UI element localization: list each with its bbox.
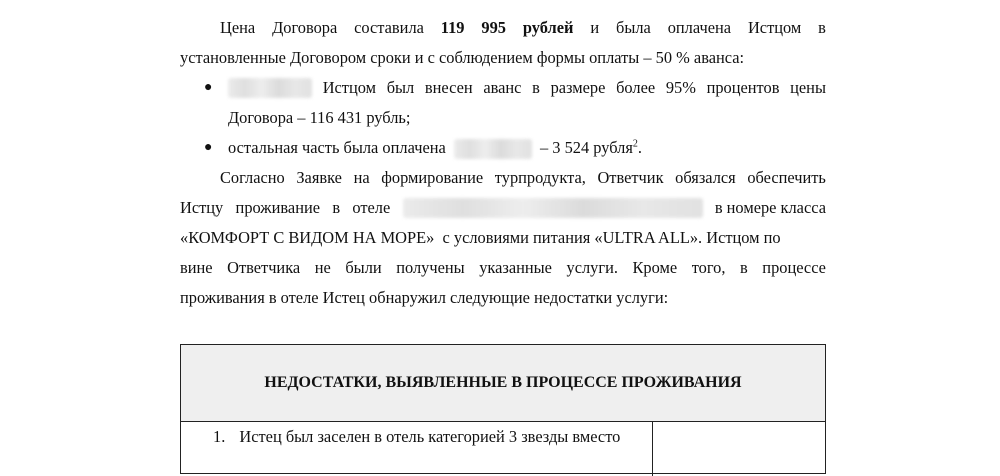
text-word: Согласно xyxy=(220,168,285,187)
bullet-item-1-line-1 xyxy=(228,73,826,103)
text-segment: остальная часть была оплачена xyxy=(228,138,446,157)
text-word: в xyxy=(332,198,341,217)
text-word: в xyxy=(740,258,748,277)
bullet-item-1 xyxy=(180,73,826,103)
text-word: более xyxy=(616,78,656,97)
text-word: Заявке xyxy=(296,168,342,187)
text-word: процессе xyxy=(762,258,826,277)
bullet-marker: ● xyxy=(204,80,213,95)
paragraph-1-line-2: установленные Договором сроки и с соблюдением формы оплаты – 50 % аванса: xyxy=(180,48,745,67)
bullet-item-2 xyxy=(180,133,826,163)
text-word: формирование xyxy=(381,168,484,187)
text-word: вине xyxy=(180,258,213,277)
paragraph-2-line-3: «КОМФОРТ С ВИДОМ НА МОРЕ» с условиями питания «ULTRA ALL». Истцом по xyxy=(180,228,781,247)
text-word: были xyxy=(345,258,382,277)
defects-table xyxy=(180,344,826,474)
text-word: размере xyxy=(550,78,606,97)
redacted-hotel-name xyxy=(403,198,703,218)
text-word: на xyxy=(353,168,370,187)
text-word: Ответчик xyxy=(597,168,664,187)
row-text: Истец был заселен в отель категорией 3 звезды вместо xyxy=(239,427,621,446)
table-cell-description xyxy=(181,422,653,476)
payment-amount: – 3 524 рубля xyxy=(539,138,633,157)
price-currency: рублей xyxy=(522,18,574,37)
price-amount: 995 xyxy=(481,18,506,37)
table-cell-empty xyxy=(653,422,825,476)
text-word: процентов xyxy=(706,78,780,97)
text-word: аванс xyxy=(483,78,522,97)
text-word: обеспечить xyxy=(747,168,826,187)
text-word: проживание xyxy=(235,198,321,217)
row-number: 1. xyxy=(213,427,226,446)
text-word: услуги. xyxy=(566,258,618,277)
paragraph-2-line-1 xyxy=(180,163,826,193)
text-word: внесен xyxy=(424,78,473,97)
text-word: турпродукта, xyxy=(494,168,586,187)
text-word: того, xyxy=(691,258,726,277)
text-word: указанные xyxy=(479,258,552,277)
text-word: Истцу xyxy=(180,198,224,217)
paragraph-1-line-1 xyxy=(180,13,826,43)
text-word: в xyxy=(532,78,540,97)
text-word: оплачена xyxy=(667,18,732,37)
footnote-marker: 2 xyxy=(632,138,638,150)
price-amount: 119 xyxy=(440,18,465,37)
text-word: составила xyxy=(354,18,424,37)
text-word: Истцом xyxy=(747,18,802,37)
text-segment: в номере класса xyxy=(714,198,826,217)
bullet-item-1-line-2: Договора – 116 431 рубль; xyxy=(228,108,411,127)
redacted-date xyxy=(228,78,312,98)
text-word: был xyxy=(386,78,415,97)
text-word: обязался xyxy=(675,168,736,187)
redacted-date xyxy=(454,139,532,159)
bullet-marker: ● xyxy=(204,140,213,155)
text-word: отеле xyxy=(352,198,391,217)
text-word: цены xyxy=(790,78,826,97)
bullet-item-2-text xyxy=(228,133,642,163)
paragraph-2-line-2 xyxy=(180,193,826,223)
text-word: Кроме xyxy=(632,258,678,277)
text-word: получены xyxy=(396,258,465,277)
table-header: НЕДОСТАТКИ, ВЫЯВЛЕННЫЕ В ПРОЦЕССЕ ПРОЖИВАНИЯ xyxy=(181,345,825,422)
text-word: Ответчика xyxy=(227,258,301,277)
text-word: Договора xyxy=(272,18,338,37)
text-word: Истцом xyxy=(322,78,376,97)
table-row xyxy=(181,422,825,476)
paragraph-2-line-5: проживания в отеле Истец обнаружил следующие недостатки услуги: xyxy=(180,288,669,307)
text-word: не xyxy=(314,258,331,277)
text-word: 95% xyxy=(665,78,696,97)
text-word: была xyxy=(616,18,651,37)
text-segment: . xyxy=(637,138,642,157)
text-word: в xyxy=(818,18,826,37)
text-word: и xyxy=(590,18,600,37)
paragraph-2-line-4 xyxy=(180,253,826,283)
text-word: Цена xyxy=(220,18,256,37)
